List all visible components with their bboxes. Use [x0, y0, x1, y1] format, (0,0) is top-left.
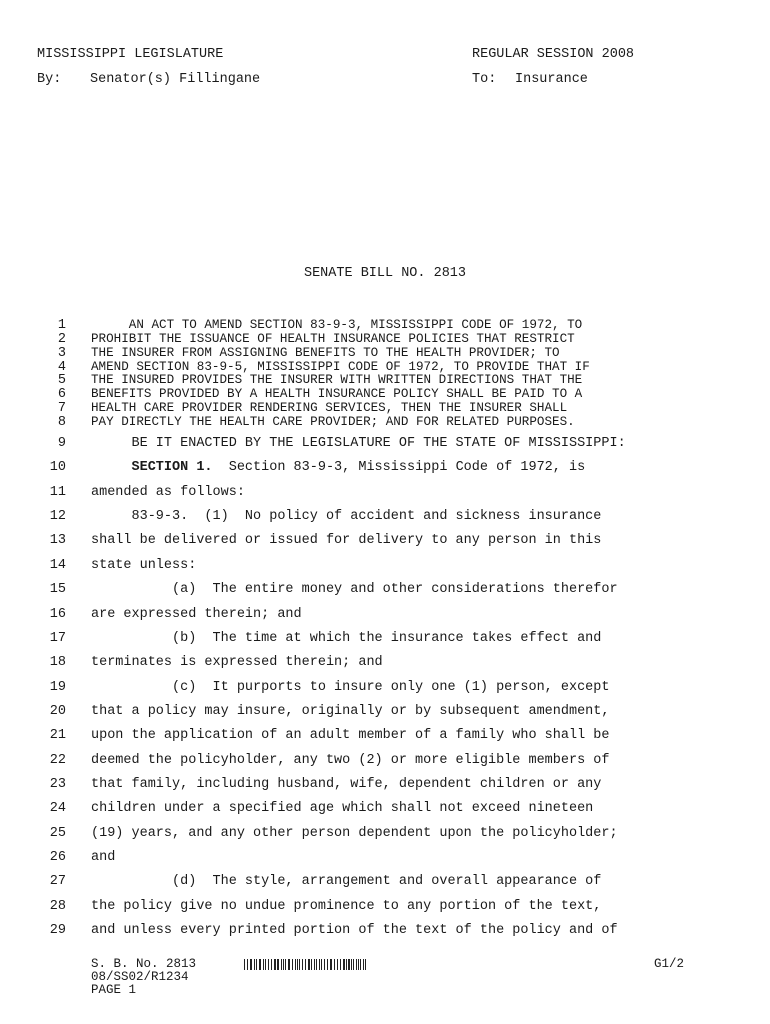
line-number: 7: [57, 401, 66, 416]
line-text: upon the application of an adult member of a family who shall be: [91, 728, 610, 743]
section-heading: SECTION 1.: [91, 460, 213, 475]
line-number: 12: [49, 509, 66, 524]
by-label: By:: [37, 72, 62, 87]
line-number: 4: [57, 360, 66, 375]
line-number: 11: [49, 485, 66, 500]
to-label: To:: [472, 72, 497, 87]
line-number: 25: [49, 826, 66, 841]
session-label: REGULAR SESSION 2008: [472, 47, 635, 62]
line-text: 83-9-3. (1) No policy of accident and sickness insurance: [91, 509, 602, 524]
line-text: (b) The time at which the insurance takes effect and: [91, 631, 602, 646]
line-text: the policy give no undue prominence to any portion of the text,: [91, 899, 602, 914]
bill-title: SENATE BILL NO. 2813: [303, 266, 467, 281]
legislature-name: MISSISSIPPI LEGISLATURE: [37, 47, 224, 62]
line-number: 10: [49, 460, 66, 475]
line-text: shall be delivered or issued for delivery to any person in this: [91, 533, 602, 548]
line-text: THE INSURED PROVIDES THE INSURER WITH WRITTEN DIRECTIONS THAT THE: [91, 373, 583, 387]
line-text: PAY DIRECTLY THE HEALTH CARE PROVIDER; AND FOR RELATED PURPOSES.: [91, 415, 575, 429]
line-text: children under a specified age which shall not exceed nineteen: [91, 801, 594, 816]
line-number: 27: [49, 874, 66, 889]
line-number: 17: [49, 631, 66, 646]
line-text: (c) It purports to insure only one (1) person, except: [91, 680, 610, 695]
line-text: AN ACT TO AMEND SECTION 83-9-3, MISSISSIPPI CODE OF 1972, TO: [91, 318, 583, 332]
line-text: are expressed therein; and: [91, 607, 302, 622]
line-number: 21: [49, 728, 66, 743]
line-number: 15: [49, 582, 66, 597]
barcode-image: [244, 959, 367, 970]
line-text: (a) The entire money and other considerations therefor: [91, 582, 618, 597]
line-number: 29: [49, 923, 66, 938]
footer-page-code: G1/2: [654, 957, 685, 971]
line-number: 26: [49, 850, 66, 865]
line-number: 24: [49, 801, 66, 816]
line-text: (d) The style, arrangement and overall appearance of: [91, 874, 602, 889]
line-number: 19: [49, 680, 66, 695]
line-number: 6: [57, 387, 66, 402]
footer-bill-ref: S. B. No. 2813: [91, 957, 197, 971]
line-text: state unless:: [91, 558, 197, 573]
line-text: that a policy may insure, originally or by subsequent amendment,: [91, 704, 610, 719]
committee-name: Insurance: [515, 72, 588, 87]
line-number: 28: [49, 899, 66, 914]
footer-page-number: PAGE 1: [91, 983, 137, 997]
line-text: AMEND SECTION 83-9-5, MISSISSIPPI CODE OF 1972, TO PROVIDE THAT IF: [91, 360, 590, 374]
line-text: BENEFITS PROVIDED BY A HEALTH INSURANCE POLICY SHALL BE PAID TO A: [91, 387, 583, 401]
sponsor-name: Senator(s) Fillingane: [90, 72, 261, 87]
line-text: THE INSURER FROM ASSIGNING BENEFITS TO THE HEALTH PROVIDER; TO: [91, 346, 560, 360]
line-number: 1: [57, 318, 66, 333]
line-text: HEALTH CARE PROVIDER RENDERING SERVICES, THEN THE INSURER SHALL: [91, 401, 568, 415]
line-text: and: [91, 850, 116, 865]
line-text: amended as follows:: [91, 485, 245, 500]
line-number: 22: [49, 753, 66, 768]
line-number: 20: [49, 704, 66, 719]
line-number: 2: [57, 332, 66, 347]
line-text: and unless every printed portion of the text of the policy and of: [91, 923, 618, 938]
line-number: 23: [49, 777, 66, 792]
line-number: 18: [49, 655, 66, 670]
line-number: 5: [57, 373, 66, 388]
line-text: PROHIBIT THE ISSUANCE OF HEALTH INSURANCE POLICIES THAT RESTRICT: [91, 332, 575, 346]
line-text: that family, including husband, wife, dependent children or any: [91, 777, 602, 792]
line-text: deemed the policyholder, any two (2) or more eligible members of: [91, 753, 610, 768]
line-text: (19) years, and any other person dependent upon the policyholder;: [91, 826, 618, 841]
line-number: 3: [57, 346, 66, 361]
line-text: terminates is expressed therein; and: [91, 655, 383, 670]
line-number: 14: [49, 558, 66, 573]
line-text: BE IT ENACTED BY THE LEGISLATURE OF THE STATE OF MISSISSIPPI:: [91, 436, 626, 451]
line-number: 16: [49, 607, 66, 622]
line-number: 9: [57, 436, 66, 451]
line-text: [91, 460, 585, 475]
line-number: 8: [57, 415, 66, 430]
footer-doc-code: 08/SS02/R1234: [91, 970, 189, 984]
line-number: 13: [49, 533, 66, 548]
line-text-rest: Section 83-9-3, Mississippi Code of 1972, is: [212, 460, 586, 475]
